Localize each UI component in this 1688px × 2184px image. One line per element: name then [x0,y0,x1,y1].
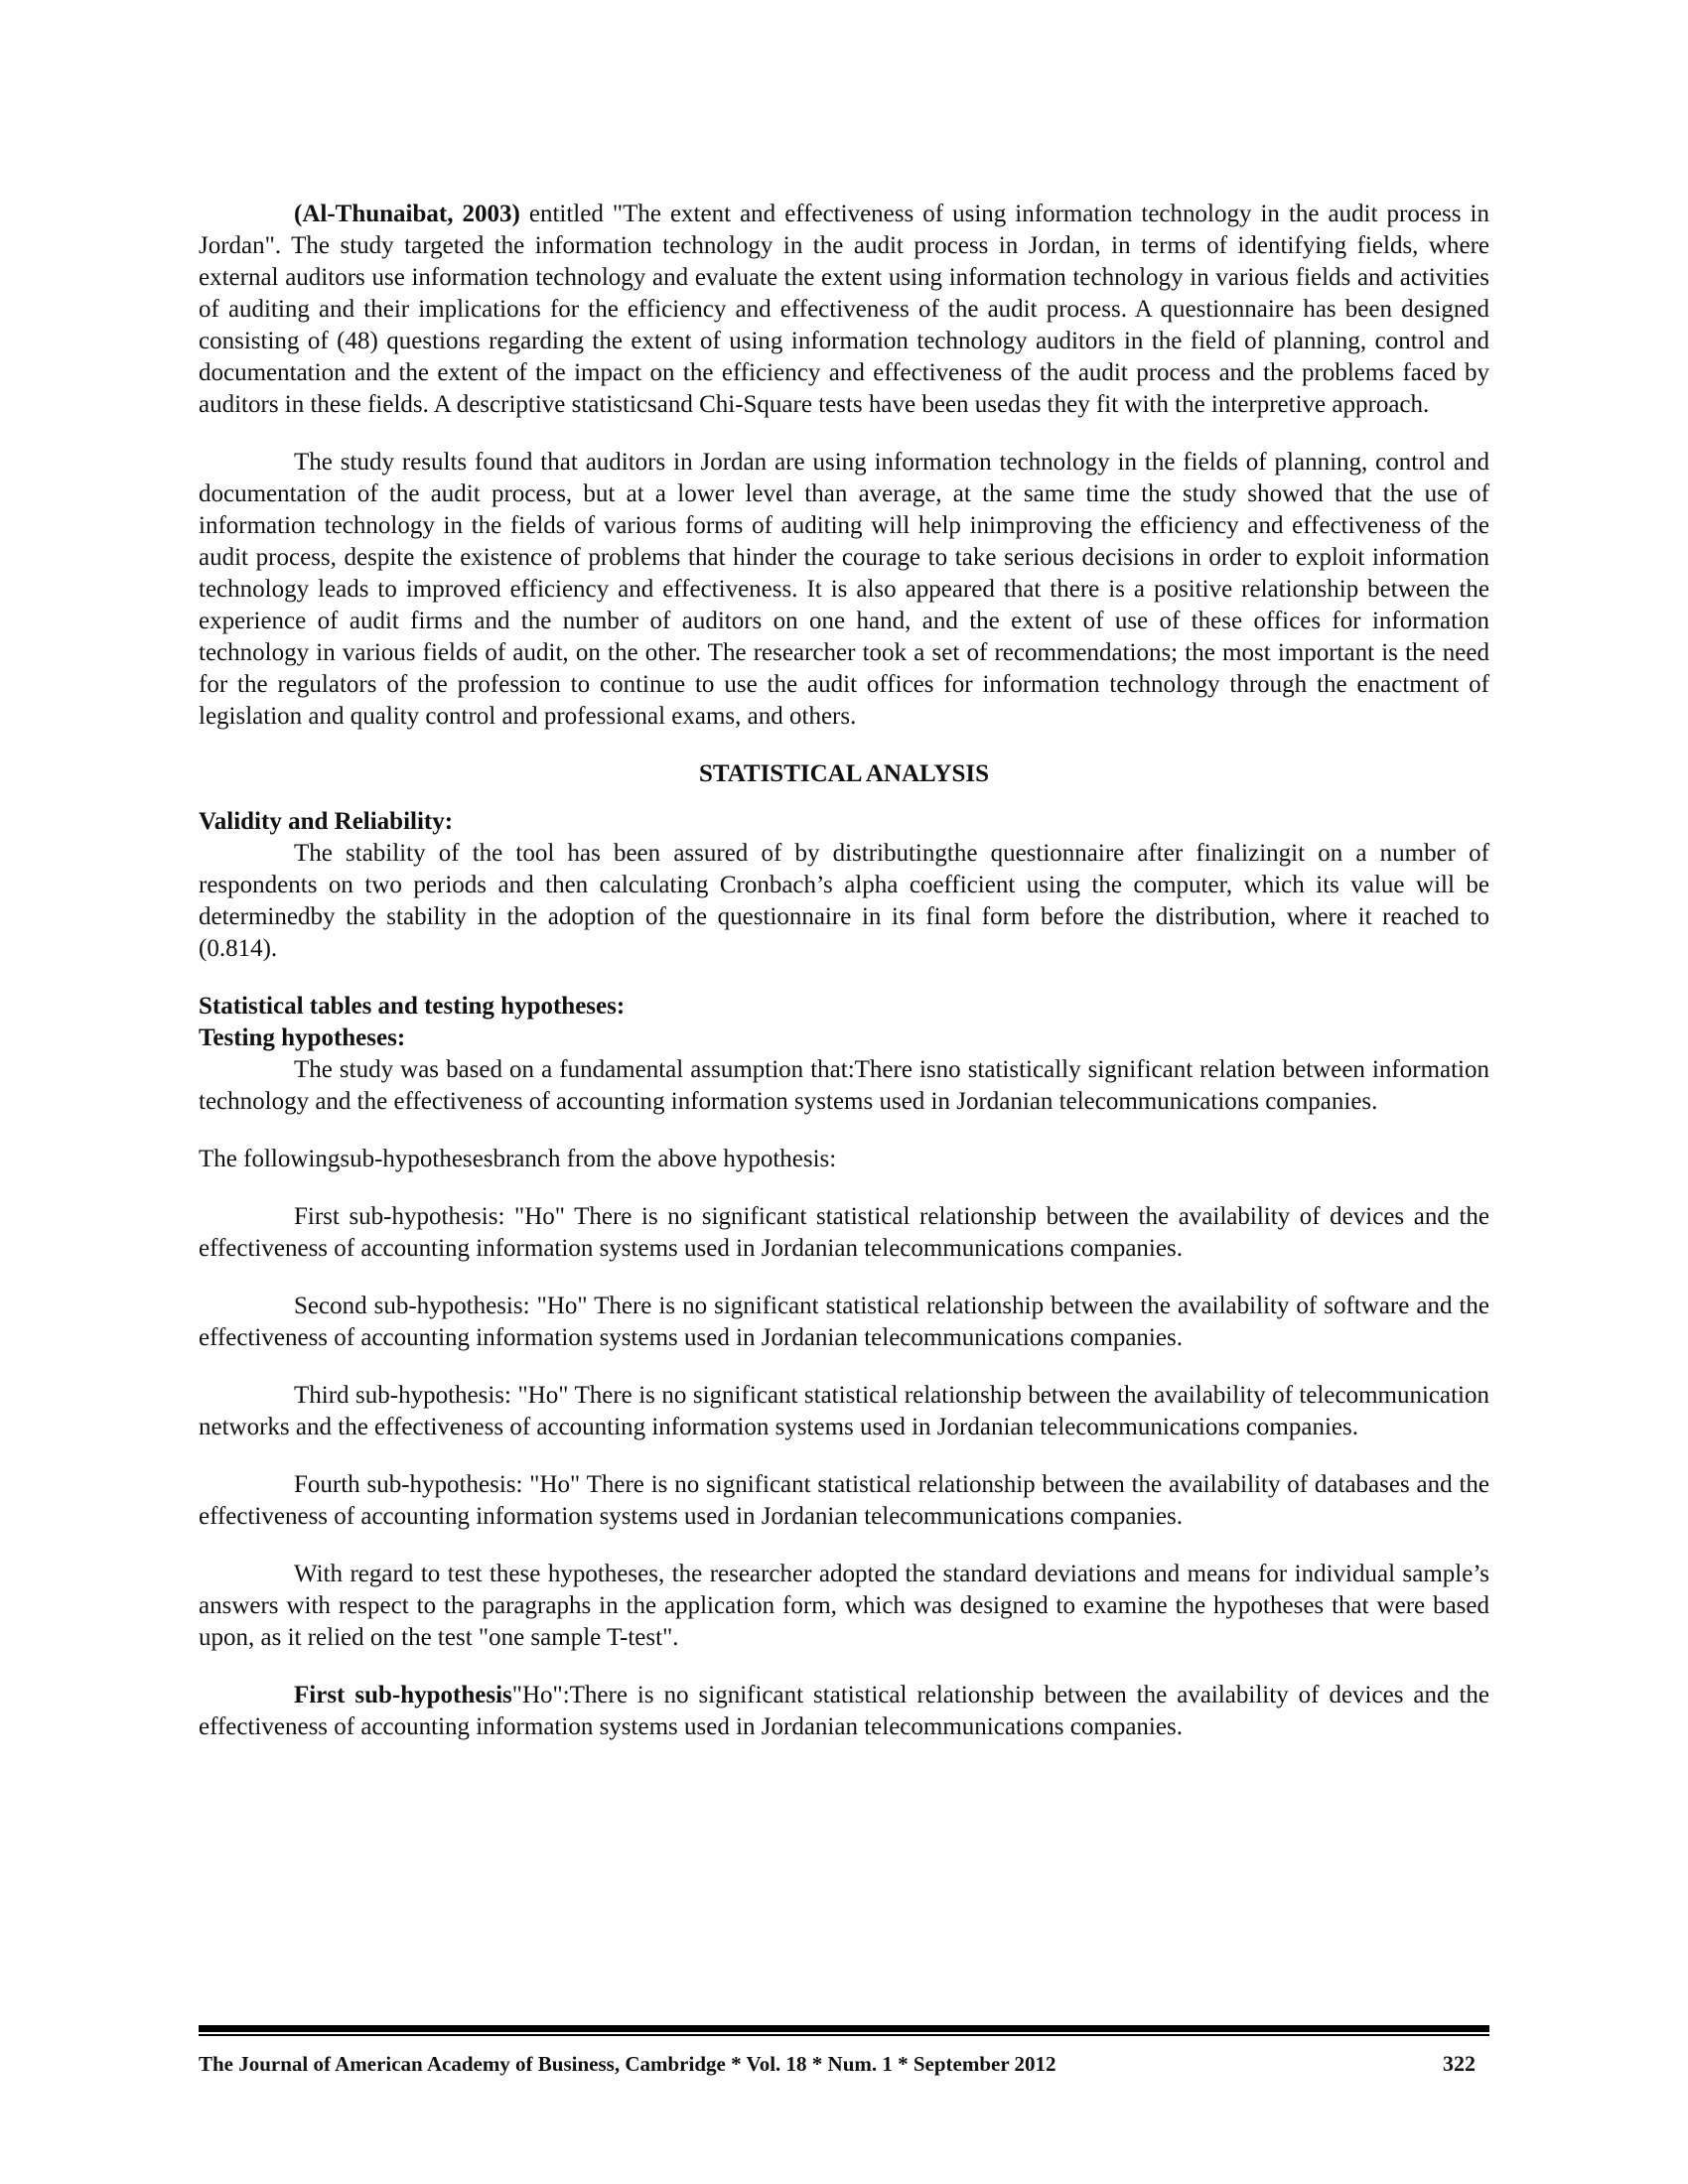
paragraph-method: With regard to test these hypotheses, the researcher adopted the standard deviations and means for individual sample’s answers with respect to the paragraphs in the application form, which was designed to examine the hypotheses that were based upon, as it relied on the test "one sample T-test". [199,1561,1489,1651]
paragraph-text: entitled "The extent and effectiveness of using information technology in the audit process in Jordan". The study targeted the information technology in the audit process in Jordan, in terms of identifying fields, where external auditors use information technology and evaluate the extent using information technology in various fields and activities of auditing and their implications for the efficiency and effectiveness of the audit process. A questionnaire has been designed consisting of (48) questions regarding the extent of using information technology auditors in the field of planning, control and documentation and the extent of the impact on the efficiency and effectiveness of the audit process and the problems faced by auditors in these fields. A descriptive statisticsand Chi-Square tests have been usedas they fit with the interpretive approach. [199,201,1489,418]
paragraph-hypothesis-4: Fourth sub-hypothesis: "Ho" There is no significant statistical relationship between the availability of databases and the effectiveness of accounting information systems used in Jordanian telecommunications companies. [199,1471,1489,1530]
citation-lead: (Al-Thunaibat, 2003) [294,201,520,227]
paragraph-testing: The study was based on a fundamental assumption that:There isno statistically significant relation between information technology and the effectiveness of accounting information systems used in Jordanian telecommunications companies. [199,1056,1489,1115]
paragraph-branch: The followingsub-hypothesesbranch from the above hypothesis: [199,1146,837,1172]
section-heading: STATISTICAL ANALYSIS [698,760,990,787]
first-sub-hypothesis-lead: First sub-hypothesis [294,1682,512,1708]
paragraph-hypothesis-3: Third sub-hypothesis: "Ho" There is no significant statistical relationship between the availability of telecommunication networks and the effectiveness of accounting information systems used in Jordanian telecommunications companies. [199,1382,1489,1440]
tables-heading: Statistical tables and testing hypotheses: [199,993,626,1020]
paragraph-hypothesis-2: Second sub-hypothesis: "Ho" There is no significant statistical relationship between the availability of software and the effectiveness of accounting information systems used in Jordanian telecommunications companies. [199,1293,1489,1351]
testing-heading: Testing hypotheses: [199,1024,406,1051]
paragraph-hypothesis-1: First sub-hypothesis: "Ho" There is no significant statistical relationship between the availability of devices and the effectiveness of accounting information systems used in Jordanian telecommunications companies. [199,1203,1489,1262]
paragraph-validity: The stability of the tool has been assured of by distributingthe questionnaire after finalizingit on a number of respondents on two periods and then calculating Cronbach’s alpha coefficient using the computer, which its value will be determinedby the stability in the adoption of the questionnaire in its final form before the distribution, where it reached to (0.814). [199,840,1489,962]
page-number: 322 [1443,2051,1476,2076]
paragraph-al-thunaibat [199,199,1489,421]
paragraph-text: "Ho":There is no significant statistical relationship between the availability of devices and the effectiveness of accounting information systems used in Jordanian telecommunications companies. [199,1682,1490,1740]
page-body [199,199,1489,1743]
footer-rule [199,2025,1489,2036]
validity-heading: Validity and Reliability: [199,808,454,835]
paragraph-first-sub-hypothesis [199,1680,1489,1743]
page-footer [199,2047,1489,2081]
paragraph-study-results: The study results found that auditors in Jordan are using information technology in the fields of planning, control and documentation of the audit process, but at a lower level than average, at the same time the study showed that the use of information technology in the fields of various forms of auditing will help inimproving the efficiency and effectiveness of the audit process, despite the existence of problems that hinder the courage to take serious decisions in order to exploit information technology leads to improved efficiency and effectiveness. It is also appeared that there is a positive relationship between the experience of audit firms and the number of auditors on one hand, and the extent of use of these offices for information technology in various fields of audit, on the other. The researcher took a set of recommendations; the most important is the need for the regulators of the profession to continue to use the audit offices for information technology through the enactment of legislation and quality control and professional exams, and others. [199,449,1489,730]
journal-citation: The Journal of American Academy of Business, Cambridge * Vol. 18 * Num. 1 * September 2012 [199,2052,1056,2076]
